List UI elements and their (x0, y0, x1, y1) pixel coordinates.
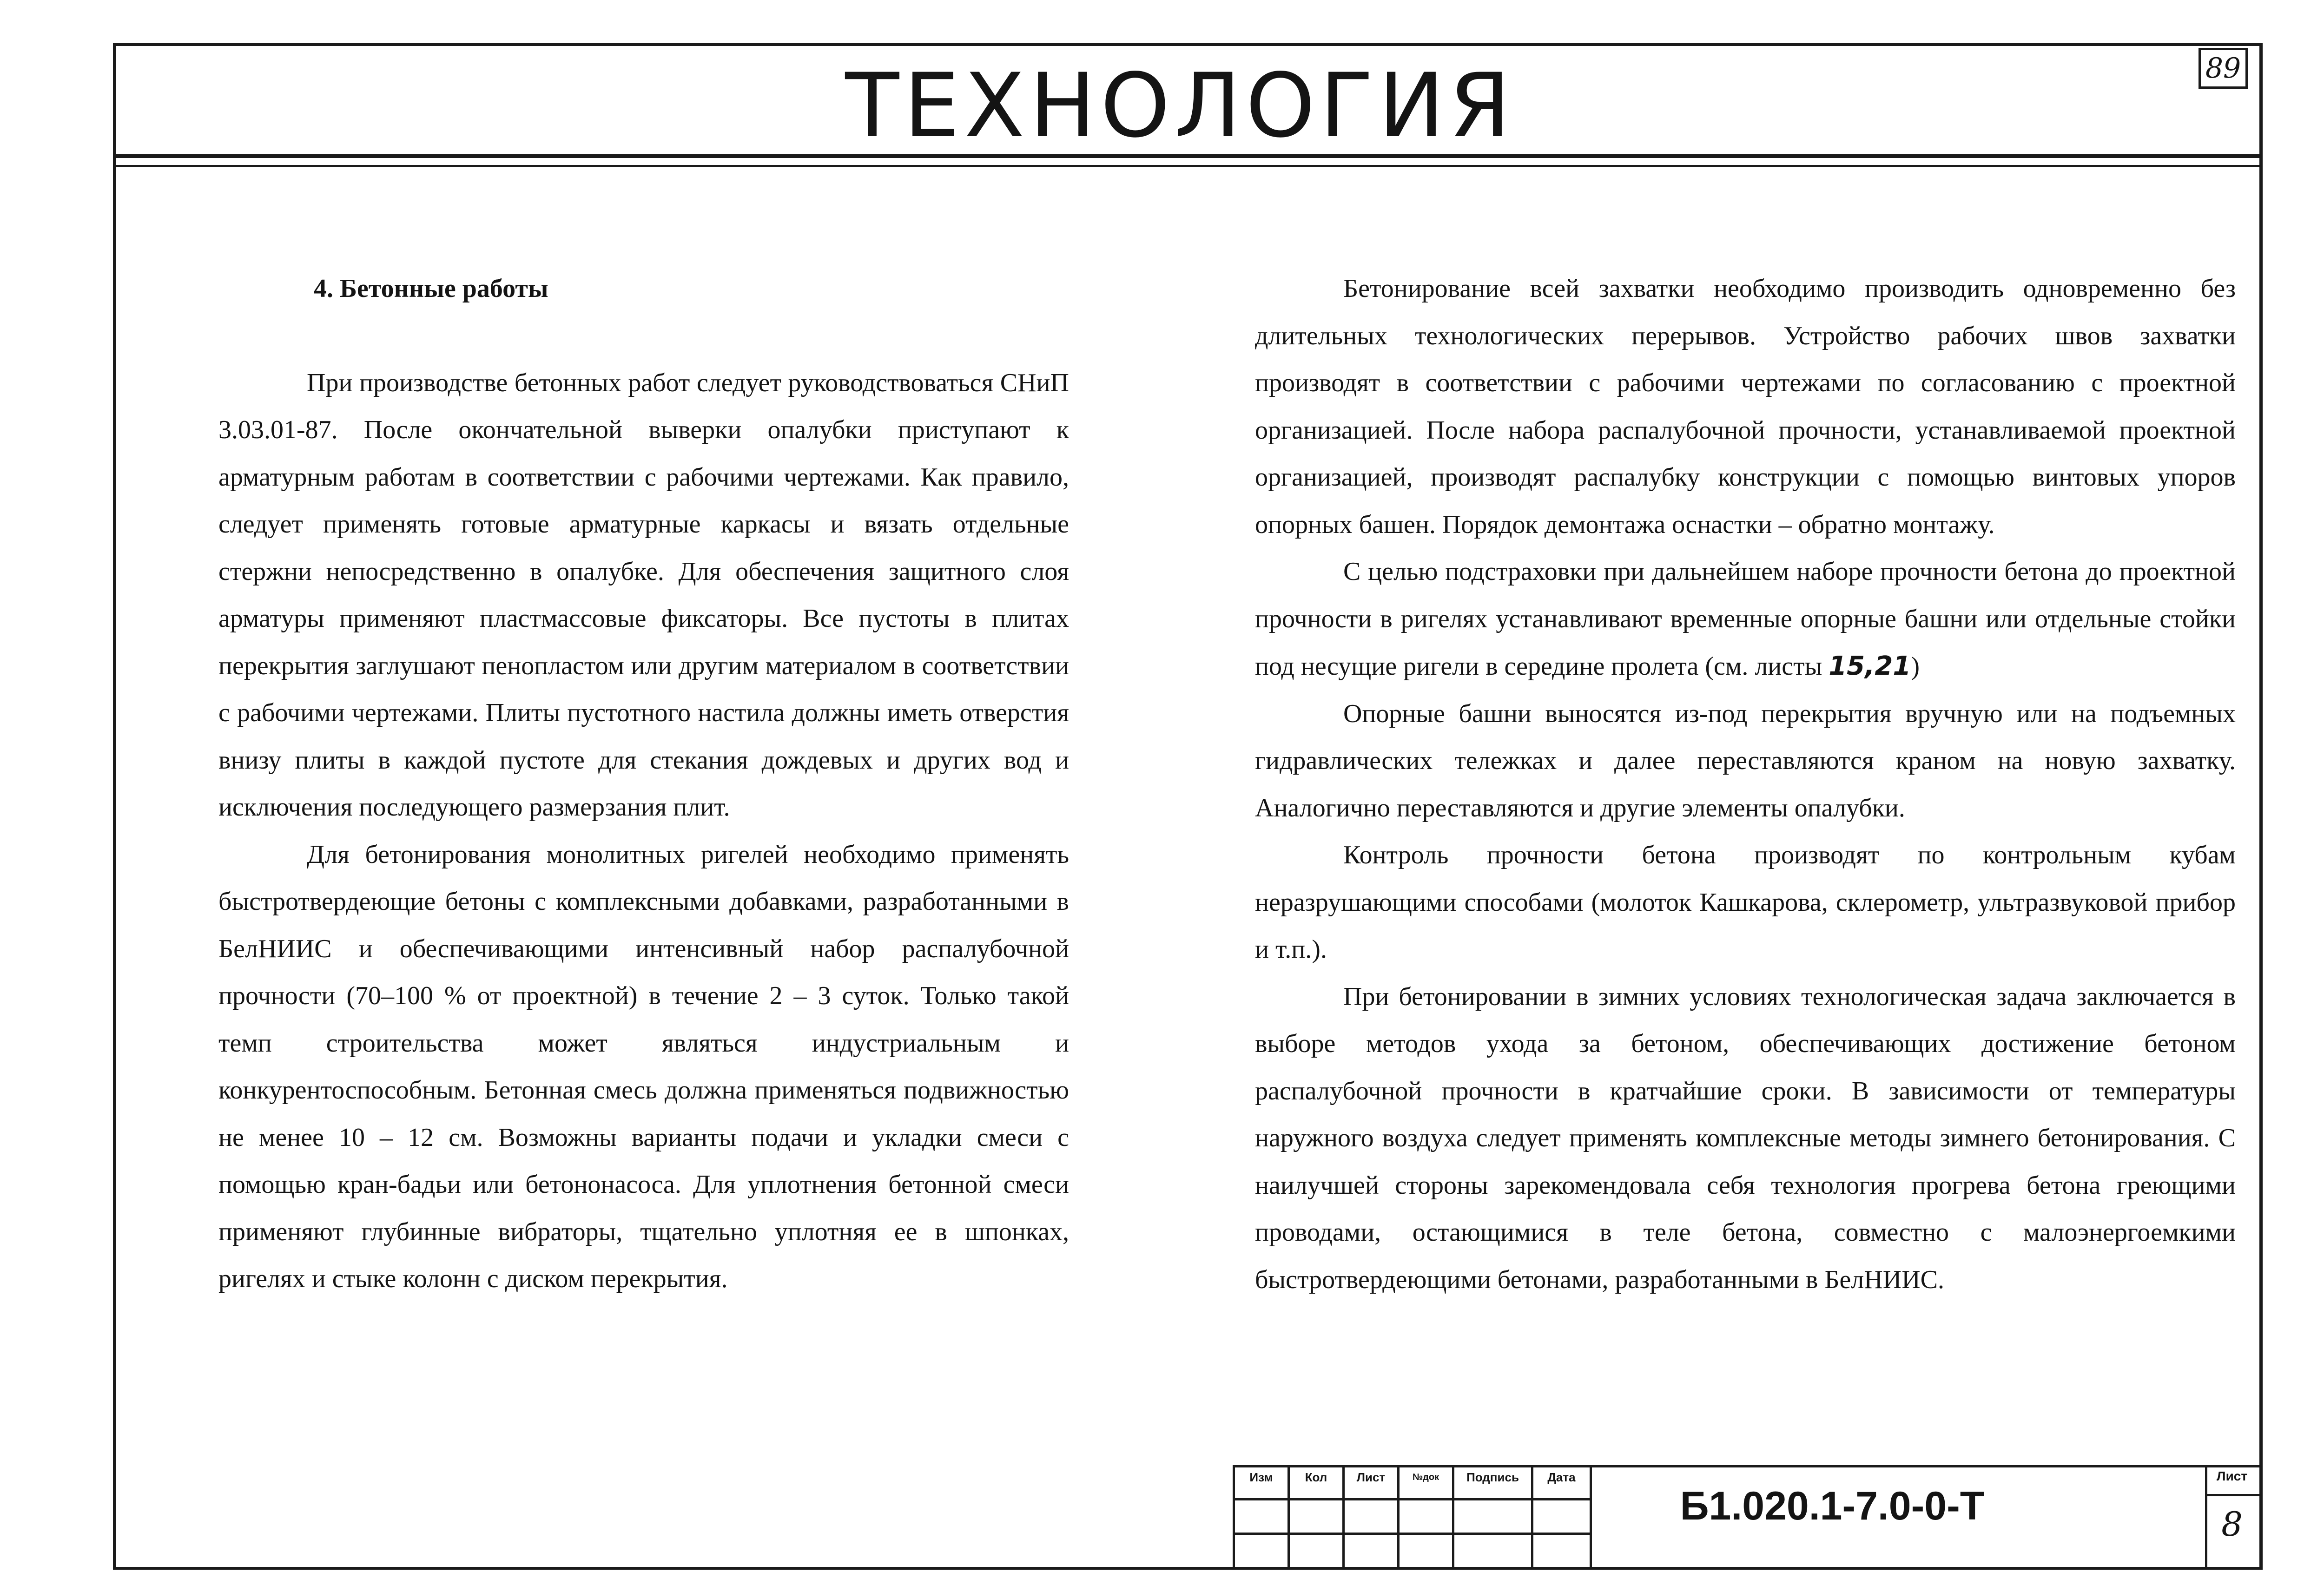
title-rule-thin (113, 165, 2263, 167)
top-page-number: 89 (2199, 48, 2248, 89)
sheet-label: Лист (2216, 1469, 2248, 1483)
stamp-row-line-1 (1233, 1498, 1590, 1500)
right-paragraph-2 (1255, 548, 2236, 691)
stamp-col-kol: Кол (1305, 1470, 1327, 1484)
page-title: ТЕХНОЛОГИЯ (845, 54, 1515, 157)
right-paragraph-5: При бетонировании в зимних условиях технологическая задача заключается в выборе методов ухода за бетоном, обеспечивающих достижение бетоном распалубочной прочности в кратчайшие сроки. В зависимости от температуры наружного воздуха следует применять комплексные методы зимнего бетонирования. С наилучшей стороны зарекомендовала себя технология прогрева бетона греющими проводами, остающимися в теле бетона, совместно с малоэнергоемкими быстротвердеющими бетонами, разработанными в БелНИИС. (1255, 982, 2236, 1294)
stamp-col-podpis: Подпись (1466, 1470, 1519, 1484)
stamp-top-line (1233, 1465, 2263, 1467)
stamp-row-line-2 (1233, 1533, 1590, 1535)
left-column (218, 265, 1069, 1303)
handwritten-sheet-refs: 15,21 (1829, 651, 1911, 681)
stamp-col-izm: Изм (1249, 1470, 1273, 1484)
title-block (1233, 1465, 2263, 1570)
right-paragraph-2-close: ) (1911, 652, 1920, 681)
stamp-col-data: Дата (1547, 1470, 1576, 1484)
section-heading: 4. Бетонные работы (314, 274, 548, 303)
sheet-number: 8 (2221, 1505, 2243, 1544)
right-paragraph-3: Опорные башни выносятся из-под перекрытия вручную или на подъемных гидравлических тележках и далее переставляются краном на новую захватку. Аналогично переставляются и другие элементы опалубки. (1255, 699, 2236, 822)
left-paragraph-1: При производстве бетонных работ следует руководствоваться СНиП 3.03.01-87. После окончательной выверки опалубки приступают к арматурным работам в соответствии с рабочими чертежами. Как правило, следует применять готовые арматурные каркасы и вязать отдельные стержни непосредственно в опалубке. Для обеспечения защитного слоя арматуры применяют пластмассовые фиксаторы. Все пустоты в плитах перекрытия заглушают пенопластом или другим материалом в соответствии с рабочими чертежами. Плиты пустотного настила должны иметь отверстия внизу плиты в каждой пустоте для стекания дождевых и других вод и исключения последующего размерзания плит. (218, 368, 1069, 822)
right-paragraph-1: Бетонирование всей захватки необходимо производить одновременно без длительных технологических перерывов. Устройство рабочих швов захватки производят в соответствии с рабочими чертежами по согласованию с проектной организацией. После набора распалубочной прочности, устанавливаемой проектной организацией, производят распалубку конструкции с помощью винтовых упоров опорных башен. Порядок демонтажа оснастки – обратно монтажу. (1255, 274, 2236, 539)
right-column (1255, 265, 2236, 1303)
document-code: Б1.020.1-7.0-0-Т (1680, 1484, 1985, 1528)
right-paragraph-4: Контроль прочности бетона производят по контрольным кубам неразрушающими способами (молоток Кашкарова, склерометр, ультразвуковой прибор и т.п.). (1255, 841, 2236, 964)
right-paragraph-2-text: С целью подстраховки при дальнейшем наборе прочности бетона до проектной прочности в ригелях устанавливают временные опорные башни или отдельные стойки под несущие ригели в середине пролета (см. листы (1255, 557, 2236, 681)
stamp-col-list: Лист (1356, 1470, 1386, 1484)
stamp-col-ndok: №док (1412, 1472, 1439, 1482)
stamp-vline-6 (1590, 1465, 1592, 1570)
sheet-cell-line (2205, 1494, 2263, 1496)
left-paragraph-2: Для бетонирования монолитных ригелей необходимо применять быстротвердеющие бетоны с комплексными добавками, разработанными в БелНИИС и обеспечивающими интенсивный набор распалубочной прочности (70–100 % от проектной) в течение 2 – 3 суток. Только такой темп строительства может являться индустриальным и конкурентоспособным. Бетонная смесь должна применяться подвижностью не менее 10 – 12 см. Возможны варианты подачи и укладки смеси с помощью кран-бадьи или бетононасоса. Для уплотнения бетонной смеси применяют глубинные вибраторы, тщательно уплотняя ее в шпонках, ригелях и стыке колонн с диском перекрытия. (218, 840, 1069, 1293)
